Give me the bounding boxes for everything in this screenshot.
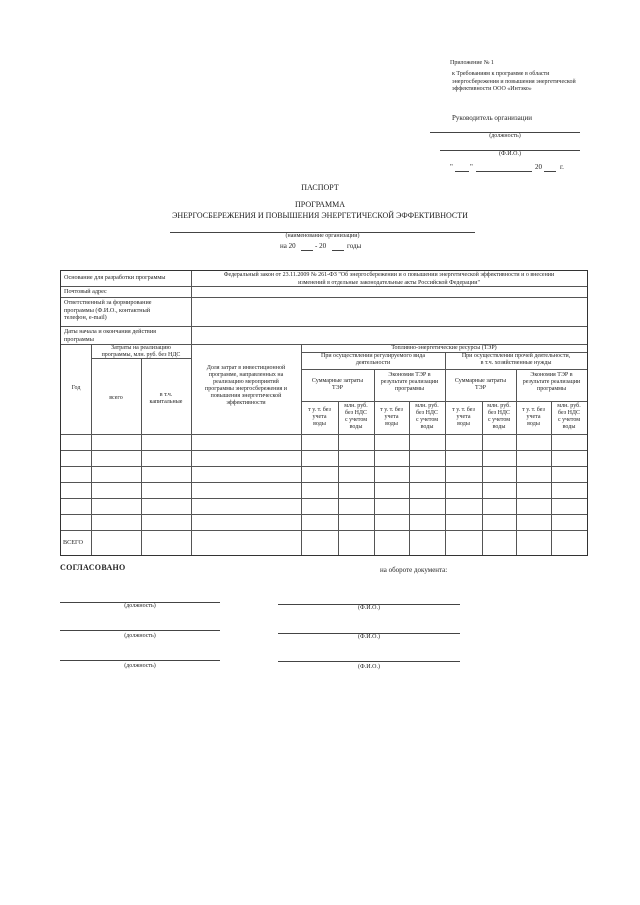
- share-header-line: реализацию мероприятий: [213, 379, 279, 385]
- costs-header-line: программы, млн. руб. без НДС: [101, 352, 181, 358]
- position-caption: (должность): [124, 603, 156, 609]
- col-divider: [191, 271, 192, 344]
- position-caption: (должность): [489, 133, 521, 139]
- position-caption: (должность): [124, 663, 156, 669]
- total-row-label: ВСЕГО: [63, 539, 83, 546]
- basis-value-line: изменений в отдельные законодательные акты Российской Федерации": [298, 279, 480, 286]
- dates-label-line: программы: [64, 335, 94, 343]
- total-costs-header: всего: [109, 395, 123, 401]
- col-divider: [141, 358, 142, 555]
- agreed-label: СОГЛАСОВАНО: [60, 563, 126, 572]
- year-blank: [332, 250, 344, 251]
- program-title: ПРОГРАММА: [295, 200, 345, 209]
- mln-header-line: воды: [420, 424, 434, 430]
- signature-line: [60, 630, 220, 631]
- dates-label: [64, 328, 189, 343]
- other-activity-header-line: При осуществлении прочей деятельности,: [461, 353, 571, 359]
- signature-line: [60, 660, 220, 661]
- share-header-line: программе, направленных на: [208, 372, 284, 378]
- appendix-note-line: к Требованиям к программе в области: [452, 71, 550, 77]
- mln-header: [551, 403, 587, 431]
- fer-savings-header-line: Экономия ТЭР в: [388, 372, 431, 378]
- total-fer-costs-header: [445, 378, 516, 392]
- appendix-note: [452, 71, 587, 94]
- position-caption: (должность): [124, 633, 156, 639]
- mln-header-line: млн. руб.: [415, 403, 439, 409]
- total-fer-costs-header-line: Суммарные затраты: [311, 378, 364, 384]
- tut-header-line: учета: [312, 414, 327, 420]
- mln-header-line: без НДС: [415, 410, 438, 416]
- fer-savings-header-line: Экономия ТЭР в: [530, 372, 573, 378]
- responsible-label-line: программы (Ф.И.О., контактный: [64, 306, 151, 314]
- fio-caption: (Ф.И.О.): [499, 151, 521, 157]
- tut-header-line: воды: [527, 421, 540, 427]
- mln-header-line: без НДС: [557, 410, 580, 416]
- mln-header-line: воды: [349, 424, 363, 430]
- fio-caption: (Ф.И.О.): [358, 664, 380, 670]
- capital-costs-header-line: капитальные: [149, 399, 183, 405]
- responsible-label: [64, 299, 189, 322]
- total-fer-costs-header-line: ТЭР: [475, 385, 486, 391]
- tut-header: [516, 407, 551, 428]
- passport-table: [60, 270, 588, 556]
- fer-savings-header-line: результате реализации: [380, 379, 439, 385]
- capital-costs-header: [141, 392, 191, 406]
- total-fer-costs-header: [301, 378, 374, 392]
- share-header-line: эффективности: [226, 400, 266, 406]
- share-header: [192, 365, 300, 407]
- row-divider: [61, 297, 587, 298]
- tut-header-line: учета: [384, 414, 399, 420]
- row-divider: [61, 326, 587, 327]
- row-divider: [61, 530, 587, 531]
- mln-header-line: с учетом: [344, 417, 368, 423]
- mln-header-line: воды: [492, 424, 506, 430]
- col-divider: [91, 344, 92, 555]
- signature-line: [278, 661, 460, 662]
- fer-savings-header-line: программы: [537, 386, 566, 392]
- regulated-activity-header: [301, 353, 445, 367]
- row-divider: [61, 482, 587, 483]
- other-activity-header-line: в т.ч. хозяйственные нужды: [480, 360, 552, 366]
- mln-header-line: с учетом: [487, 417, 511, 423]
- tut-header-line: т у. т. без: [452, 407, 475, 413]
- tut-header-line: воды: [457, 421, 470, 427]
- basis-label: Основание для разработки программы: [64, 274, 166, 281]
- mln-header-line: млн. руб.: [487, 403, 511, 409]
- date-day-blank: [455, 171, 469, 172]
- tut-header: [301, 407, 338, 428]
- row-divider: [61, 450, 587, 451]
- fer-header: Топливно-энергетические ресурсы (ТЭР): [391, 345, 497, 351]
- capital-costs-header-line: в т.ч.: [159, 392, 173, 398]
- mln-header: [409, 403, 445, 431]
- date-year-blank: [544, 171, 556, 172]
- row-divider: [61, 498, 587, 499]
- appendix-note-line: эффективности ООО «Интэко»: [452, 86, 532, 92]
- basis-value: [193, 272, 585, 287]
- tut-header-line: т у. т. без: [522, 407, 545, 413]
- mln-header-line: млн. руб.: [344, 403, 368, 409]
- mln-header-line: без НДС: [487, 410, 510, 416]
- years-suffix: годы: [347, 242, 362, 250]
- passport-title: ПАСПОРТ: [301, 183, 339, 192]
- years-prefix: на 20: [280, 242, 296, 250]
- regulated-activity-header-line: деятельности: [355, 360, 391, 366]
- fer-savings-header: [516, 372, 587, 393]
- row-divider: [301, 401, 587, 402]
- mln-header-line: млн. руб.: [557, 403, 581, 409]
- tut-header-line: т у. т. без: [380, 407, 403, 413]
- fio-caption: (Ф.И.О.): [358, 634, 380, 640]
- appendix-number: Приложение № 1: [450, 60, 494, 66]
- col-divider: [301, 344, 302, 555]
- date-month-blank: [476, 171, 532, 172]
- tut-header-line: т у. т. без: [308, 407, 331, 413]
- tut-header-line: воды: [313, 421, 326, 427]
- appendix-note-line: энергосбережения и повышения энергетической: [452, 78, 576, 85]
- costs-header: [91, 345, 191, 359]
- tut-header: [374, 407, 409, 428]
- responsible-label-line: Ответственный за формирование: [64, 299, 152, 306]
- reverse-note: на обороте документа:: [380, 566, 448, 574]
- year-blank: [301, 250, 313, 251]
- date-year-prefix: 20: [535, 163, 542, 171]
- row-divider: [61, 434, 587, 435]
- head-of-org-label: Руководитель организации: [452, 114, 532, 122]
- date-year-suffix: г.: [560, 163, 564, 171]
- mln-header: [482, 403, 516, 431]
- years-mid: - 20: [315, 242, 327, 250]
- share-header-line: Доля затрат в инвестиционной: [206, 365, 286, 371]
- tut-header: [445, 407, 482, 428]
- fer-savings-header: [374, 372, 445, 393]
- col-divider: [374, 369, 375, 555]
- fer-savings-header-line: программы: [395, 386, 424, 392]
- mln-header-line: с учетом: [415, 417, 439, 423]
- dates-label-line: Даты начала и окончания действия: [64, 328, 156, 335]
- row-divider: [61, 514, 587, 515]
- postal-label: Почтовый адрес: [64, 288, 107, 295]
- other-activity-header: [445, 353, 587, 367]
- total-fer-costs-header-line: ТЭР: [332, 385, 343, 391]
- row-divider: [301, 369, 587, 370]
- date-quote: ": [470, 163, 473, 171]
- mln-header-line: без НДС: [344, 410, 367, 416]
- tut-header-line: учета: [526, 414, 541, 420]
- regulated-activity-header-line: При осуществлении регулируемого вида: [321, 353, 425, 359]
- year-header: Год: [71, 385, 81, 391]
- program-subtitle: ЭНЕРГОСБЕРЕЖЕНИЯ И ПОВЫШЕНИЯ ЭНЕРГЕТИЧЕСКОЙ ЭФФЕКТИВНОСТИ: [172, 211, 468, 220]
- costs-header-line: Затраты на реализацию: [111, 345, 171, 351]
- fer-savings-header-line: результате реализации: [522, 379, 581, 385]
- row-divider: [61, 466, 587, 467]
- col-divider: [516, 369, 517, 555]
- org-caption: (наименование организации): [285, 233, 360, 239]
- share-header-line: программы энергосбережения и: [204, 386, 288, 392]
- fio-caption: (Ф.И.О.): [358, 605, 380, 611]
- basis-value-line: Федеральный закон от 23.11.2009 № 261-ФЗ "Об энергосбережении и о повышении энергетической эффективности и о внесении: [223, 272, 555, 278]
- tut-header-line: воды: [385, 421, 398, 427]
- responsible-label-line: телефон, e-mail): [64, 314, 107, 321]
- share-header-line: повышения энергетической: [210, 393, 282, 399]
- total-fer-costs-header-line: Суммарные затраты: [454, 378, 507, 384]
- mln-header-line: с учетом: [557, 417, 581, 423]
- date-quote: ": [450, 163, 453, 171]
- mln-header-line: воды: [562, 424, 576, 430]
- tut-header-line: учета: [456, 414, 471, 420]
- mln-header: [338, 403, 374, 431]
